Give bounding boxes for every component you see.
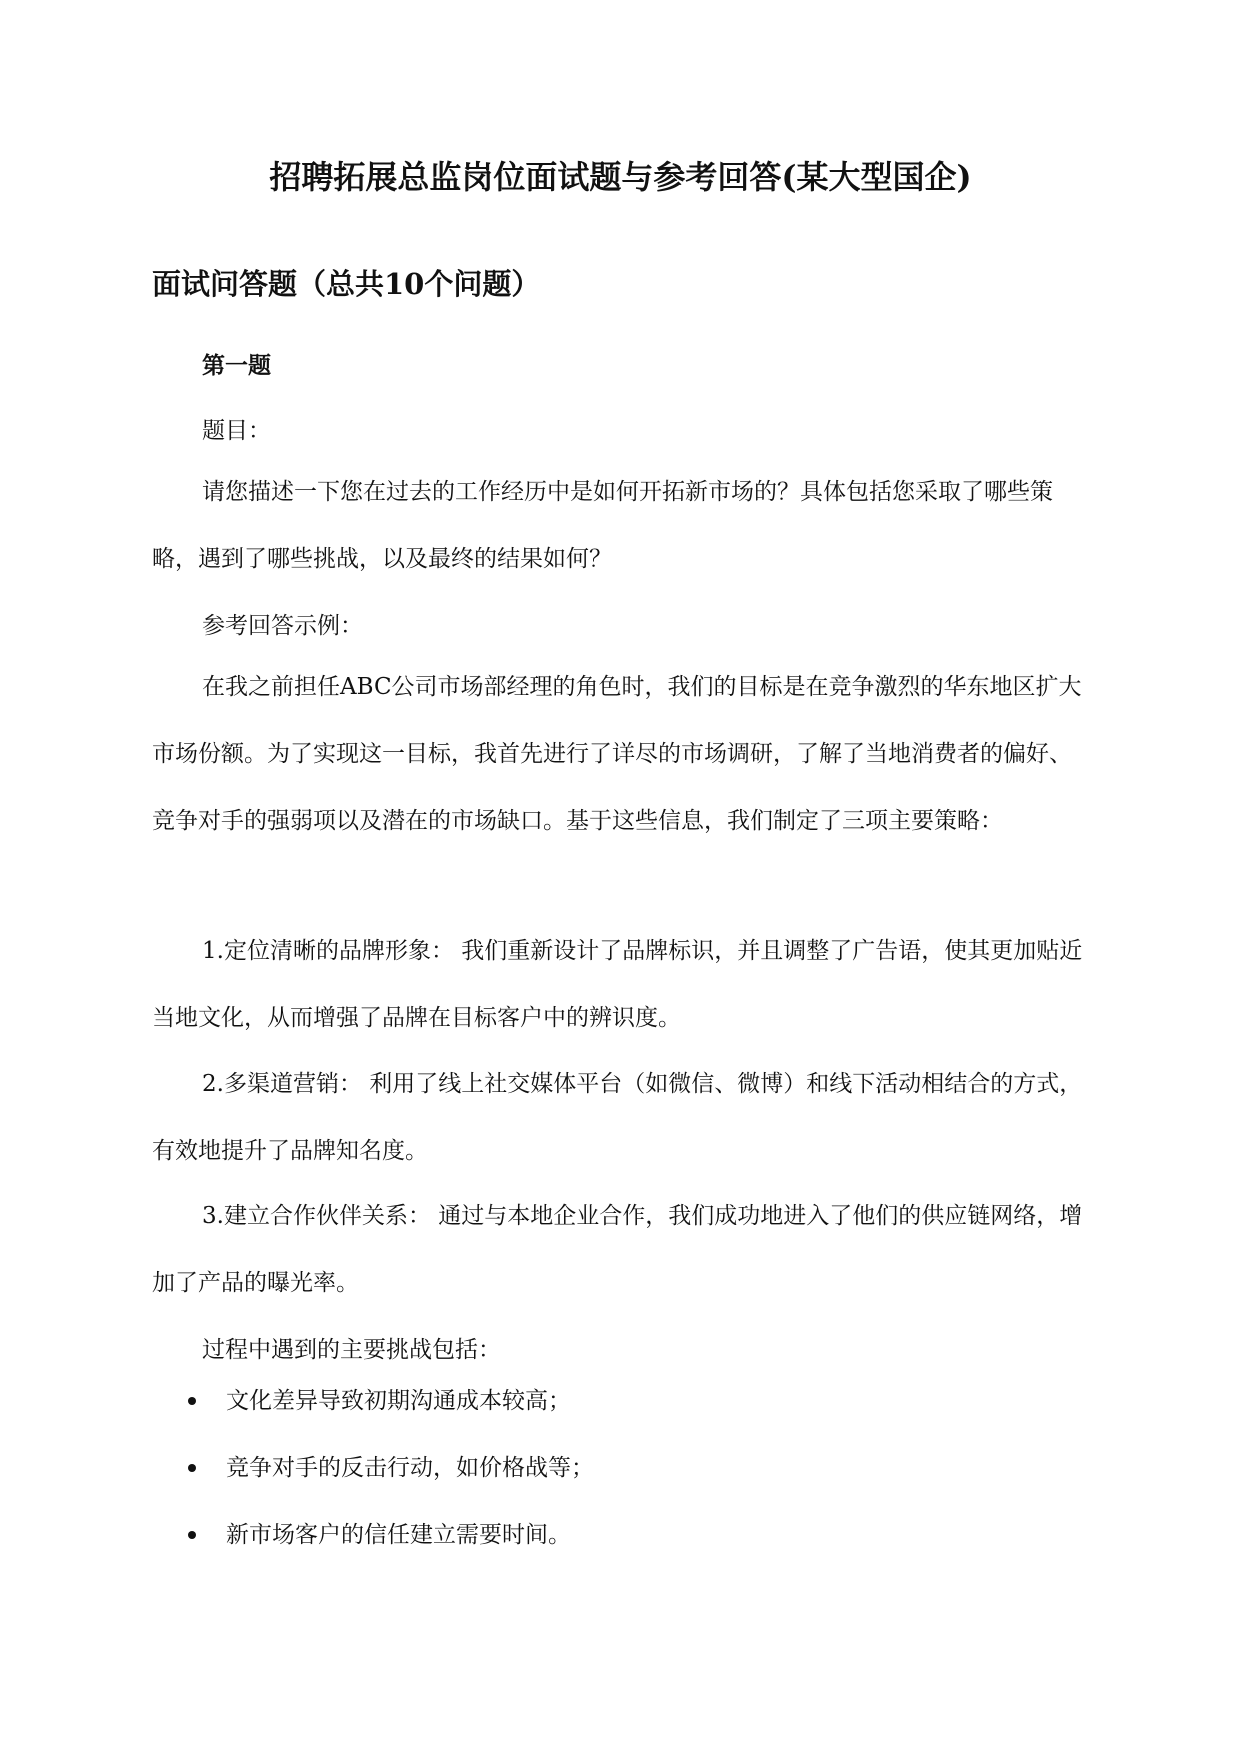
answer-intro: 在我之前担任ABC公司市场部经理的角色时，我们的目标是在竞争激烈的华东地区扩大市场份额。为了实现这一目标，我首先进行了详尽的市场调研，了解了当地消费者的偏好、竞争对手的强弱项以及潜在的市场缺口。基于这些信息，我们制定了三项主要策略： (152, 674, 1082, 834)
document-title: 招聘拓展总监岗位面试题与参考回答(某大型国企) (269, 158, 972, 196)
strategy-item: 1.定位清晰的品牌形象： 我们重新设计了品牌标识，并且调整了广告语，使其更加贴近当地文化，从而增强了品牌在目标客户中的辨识度。 (152, 938, 1083, 1031)
challenges-intro: 过程中遇到的主要挑战包括： (202, 1337, 501, 1363)
challenges-list (152, 1383, 1092, 1584)
bullet-dot-icon (188, 1397, 196, 1405)
bullet-dot-icon (188, 1531, 196, 1539)
list-item-text: 文化差异导致初期沟通成本较高； (226, 1388, 571, 1414)
list-item-text: 竞争对手的反击行动，如价格战等； (226, 1455, 594, 1481)
strategy-item: 3.建立合作伙伴关系： 通过与本地企业合作，我们成功地进入了他们的供应链网络，增加了产品的曝光率。 (152, 1203, 1083, 1296)
bullet-dot-icon (188, 1464, 196, 1472)
strategy-item: 2.多渠道营销： 利用了线上社交媒体平台（如微信、微博）和线下活动相结合的方式，有效地提升了品牌知名度。 (152, 1071, 1083, 1164)
section-heading: 面试问答题（总共10个问题） (152, 267, 541, 301)
answer-label: 参考回答示例： (202, 613, 363, 639)
list-item (152, 1450, 1092, 1517)
question-heading: 第一题 (202, 352, 271, 379)
question-label: 题目： (202, 418, 271, 444)
list-item (152, 1383, 1092, 1450)
list-item (152, 1517, 1092, 1584)
question-text: 请您描述一下您在过去的工作经历中是如何开拓新市场的？具体包括您采取了哪些策略，遇到了哪些挑战，以及最终的结果如何？ (152, 479, 1053, 572)
list-item-text: 新市场客户的信任建立需要时间。 (226, 1522, 571, 1548)
